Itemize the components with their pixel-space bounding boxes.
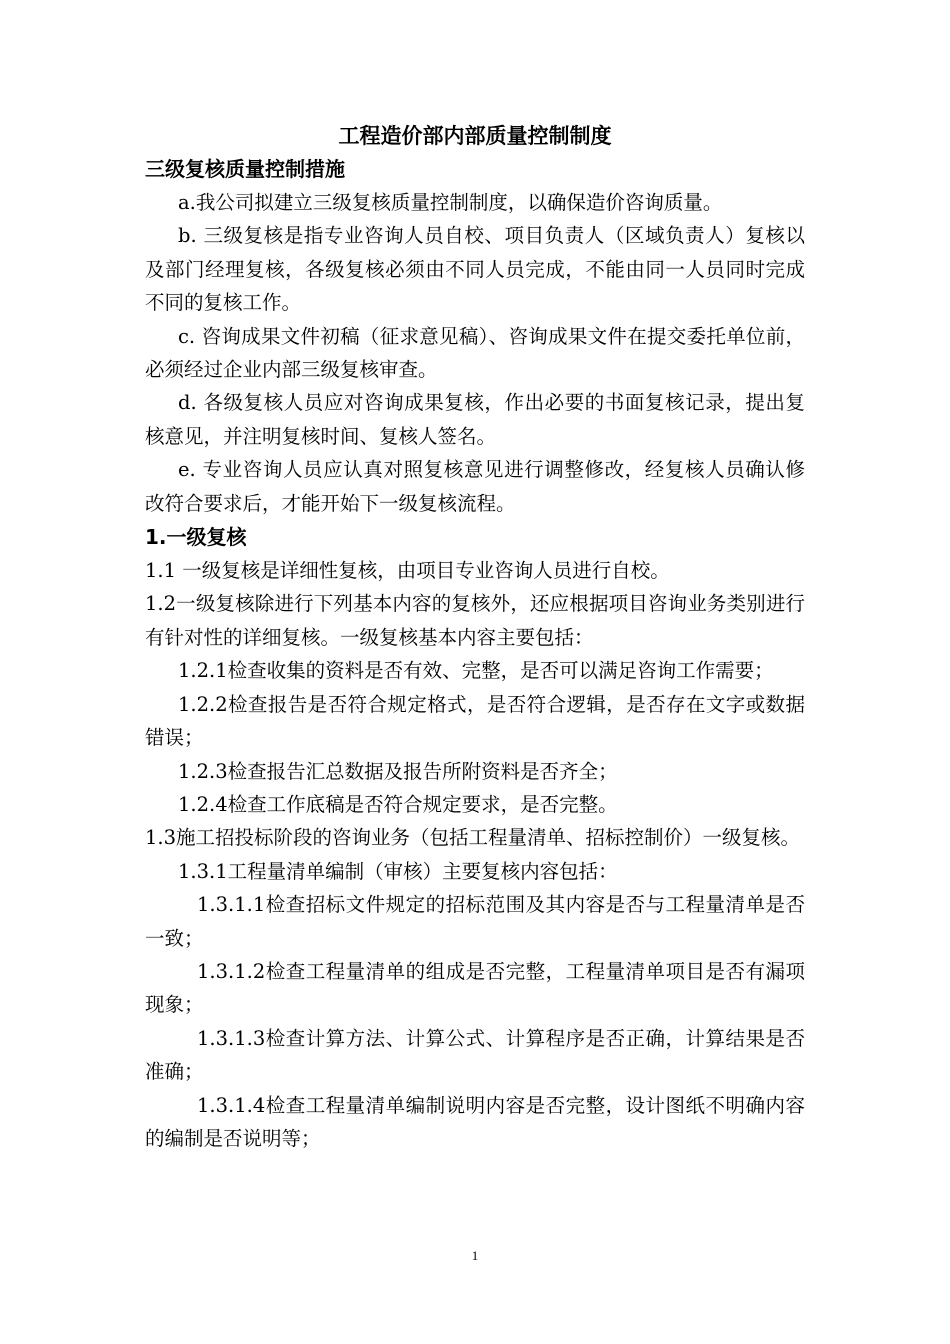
paragraph-1-2-4: 1.2.4检查工作底稿是否符合规定要求，是否完整。 — [178, 792, 618, 816]
paragraph-1-3-1-1: 1.3.1.1检查招标文件规定的招标范围及其内容是否与工程量清单是否一致； — [145, 893, 805, 950]
paragraph-1-3-1-2: 1.3.1.2检查工程量清单的组成是否完整，工程量清单项目是否有漏项现象； — [145, 959, 805, 1017]
paragraph-e: e. 专业咨询人员应认真对照复核意见进行调整修改，经复核人员确认修改符合要求后，才能开始下一级复核流程。 — [145, 458, 805, 515]
paragraph-1-3-1-3: 1.3.1.3检查计算方法、计算公式、计算程序是否正确，计算结果是否准确； — [145, 1026, 805, 1084]
paragraph-1-3: 1.3施工招投标阶段的咨询业务（包括工程量清单、招标控制价）一级复核。 — [145, 826, 801, 850]
paragraph-1-3-1: 1.3.1工程量清单编制（审核）主要复核内容包括： — [178, 859, 618, 883]
paragraph-b: b. 三级复核是指专业咨询人员自校、项目负责人（区域负责人）复核以及部门经理复核，各级复核必须由不同人员完成，不能由同一人员同时完成不同的复核工作。 — [145, 224, 805, 315]
document-title: 工程造价部内部质量控制制度 — [338, 124, 612, 148]
section-heading: 三级复核质量控制措施 — [145, 157, 345, 181]
paragraph-d: d. 各级复核人员应对咨询成果复核，作出必要的书面复核记录，提出复核意见，并注明复核时间、复核人签名。 — [145, 391, 805, 448]
paragraph-1-2-1: 1.2.1检查收集的资料是否有效、完整，是否可以满足咨询工作需要； — [178, 659, 774, 683]
heading-level-1-review: 1.一级复核 — [145, 525, 247, 550]
document-body — [145, 120, 805, 1155]
paragraph-1-2-3: 1.2.3检查报告汇总数据及报告所附资料是否齐全； — [178, 759, 618, 783]
paragraph-1-3-1-4: 1.3.1.4检查工程量清单编制说明内容是否完整，设计图纸不明确内容的编制是否说明等； — [145, 1093, 805, 1150]
paragraph-1-2: 1.2一级复核除进行下列基本内容的复核外，还应根据项目咨询业务类别进行有针对性的详细复核。一级复核基本内容主要包括： — [145, 592, 805, 649]
page-number: 1 — [471, 1248, 479, 1263]
paragraph-c: c. 咨询成果文件初稿（征求意见稿）、咨询成果文件在提交委托单位前，必须经过企业内部三级复核审查。 — [145, 324, 805, 382]
paragraph-a: a.我公司拟建立三级复核质量控制制度，以确保造价咨询质量。 — [178, 191, 723, 214]
paragraph-1-1: 1.1 一级复核是详细性复核，由项目专业咨询人员进行自校。 — [145, 559, 670, 583]
paragraph-1-2-2: 1.2.2检查报告是否符合规定格式，是否符合逻辑，是否存在文字或数据错误； — [145, 692, 805, 750]
